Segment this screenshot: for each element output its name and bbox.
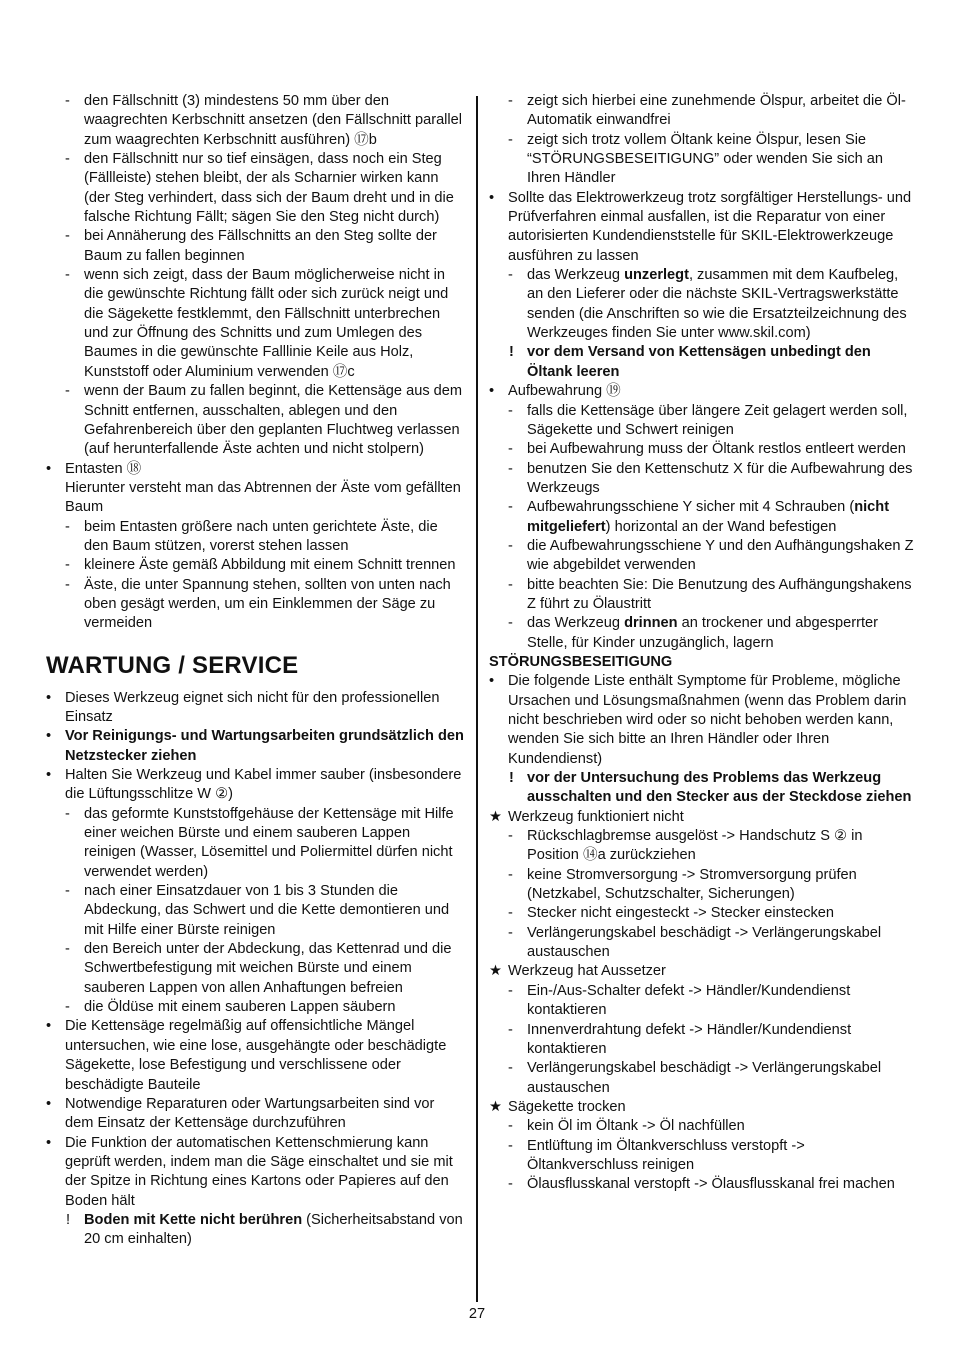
dash-marker: - xyxy=(508,982,513,999)
list-item xyxy=(46,1095,466,1134)
dash-marker: - xyxy=(508,460,513,477)
list-item xyxy=(489,537,914,576)
bullet-marker: • xyxy=(46,1018,52,1035)
list-item xyxy=(46,92,466,150)
item-text: Verlängerungskabel beschädigt -> Verlängerungskabel austauschen xyxy=(527,924,882,961)
item-text: Stecker nicht eingesteckt -> Stecker einstecken xyxy=(527,905,835,922)
item-text: benutzen Sie den Kettenschutz X für die Aufbewahrung des Werkzeugs xyxy=(527,460,913,496)
item-text: ) horizontal an der Wand befestigen xyxy=(605,518,837,535)
list-item xyxy=(46,998,466,1017)
section-subheading: STÖRUNGSBESEITIGUNG xyxy=(489,653,673,670)
warning-marker: ! xyxy=(66,1211,71,1228)
item-text: Hierunter versteht man das Abtrennen der Äste vom gefällten Baum xyxy=(65,479,461,516)
bullet-marker: • xyxy=(46,767,52,783)
item-text: Rückschlagbremse ausgelöst -> Handschutz S ② in Position ⑭a zurückziehen xyxy=(527,828,863,864)
item-text: unzerlegt xyxy=(624,267,689,284)
list-item xyxy=(489,1098,914,1117)
dash-marker: - xyxy=(508,1021,513,1038)
list-item xyxy=(489,382,914,401)
item-text: Vor Reinigungs- und Wartungsarbeiten grundsätzlich den Netzstecker ziehen xyxy=(65,728,464,764)
item-text: Die Kettensäge regelmäßig auf offensichtliche Mängel untersuchen, wie eine lose, ausgehängte oder beschädigte Sägekette, lose Befestigung und verschlissene oder beschädigte Bauteile xyxy=(65,1018,447,1093)
bullet-marker: • xyxy=(46,728,52,745)
item-text: Innenverdrahtung defekt -> Händler/Kundendienst kontaktieren xyxy=(527,1021,852,1057)
item-text: bei Aufbewahrung muss der Öltank restlos entleert werden xyxy=(527,441,906,458)
star-marker: ★ xyxy=(489,1098,503,1115)
item-text: Äste, die unter Spannung stehen, sollten von unten nach oben gesägt werden, um ein Einklemmen der Säge zu vermeiden xyxy=(84,576,451,632)
item-text: an trockener und abgesperrter Stelle, für Kinder unzugänglich, lagern xyxy=(527,615,878,651)
list-item xyxy=(46,805,466,882)
item-text: Verlängerungskabel beschädigt -> Verlängerungskabel austauschen xyxy=(527,1060,882,1096)
list-item xyxy=(489,982,914,1021)
bullet-marker: • xyxy=(46,689,52,706)
dash-marker: - xyxy=(65,151,70,168)
list-item xyxy=(489,92,914,131)
dash-marker: - xyxy=(65,999,70,1016)
list-item xyxy=(46,382,466,459)
item-text: Aufbewahrung ⑲ xyxy=(508,383,621,400)
item-text: bitte beachten Sie: Die Benutzung des Aufhängungshakens Z führt zu Ölaustritt xyxy=(527,576,912,612)
dash-marker: - xyxy=(508,93,513,109)
dash-marker: - xyxy=(65,267,70,284)
page-number: 27 xyxy=(468,1306,486,1322)
list-item xyxy=(46,576,466,634)
warning-marker: ! xyxy=(509,344,514,361)
warning-marker: ! xyxy=(509,770,514,787)
item-text: Ölausflusskanal verstopft -> Ölausflusskanal frei machen xyxy=(527,1176,895,1193)
list-item xyxy=(46,940,466,998)
list-item xyxy=(489,131,914,189)
list-item xyxy=(489,924,914,963)
list-item xyxy=(489,1117,914,1136)
item-text: Notwendige Reparaturen oder Wartungsarbeiten sind vor dem Einsatz der Kettensäge durchzuführen xyxy=(65,1095,435,1132)
dash-marker: - xyxy=(508,1176,513,1193)
left-column xyxy=(46,92,466,1250)
item-text: drinnen xyxy=(624,615,678,632)
item-text: wenn der Baum zu fallen beginnt, die Kettensäge aus dem Schnitt entfernen, ausschalten, ablegen und den Gefahrenbereich über den geplanten Fluchtweg verlassen (auf herunterfallende Äste achten und nicht stolpern) xyxy=(84,383,463,458)
list-item xyxy=(489,962,914,981)
item-text: kein Öl im Öltank -> Öl nachfüllen xyxy=(527,1118,745,1135)
dash-marker: - xyxy=(65,518,70,535)
dash-marker: - xyxy=(508,828,513,845)
list-item xyxy=(46,227,466,266)
dash-marker: - xyxy=(65,805,70,822)
list-item xyxy=(46,150,466,227)
item-text: , zusammen mit dem Kaufbeleg, an den Lieferer oder die nächste SKIL-Vertragswerkstätte senden (die Anschriften so wie die Ersatzteilzeichnung des Werkzeuges finden Sie unter www.skil.com) xyxy=(527,267,907,342)
item-text: Sägekette trocken xyxy=(508,1098,626,1115)
list-item xyxy=(46,460,466,479)
item-text: Die Funktion der automatischen Kettenschmierung kann geprüft werden, indem man die Säge einschaltet und sie mit der Spitze in Richtung eines Kartons oder Papieres auf den Boden hält xyxy=(65,1134,453,1209)
item-text: die Öldüse mit einem sauberen Lappen säubern xyxy=(84,999,396,1016)
item-text: zeigt sich trotz vollem Öltank keine Ölspur, lesen Sie “STÖRUNGSBESEITIGUNG” oder wenden Sie sich an Ihren Händler xyxy=(527,131,884,187)
list-item xyxy=(489,1175,914,1194)
list-item xyxy=(489,614,914,653)
list-item xyxy=(46,882,466,940)
bullet-marker: • xyxy=(46,460,52,477)
dash-marker: - xyxy=(508,576,513,593)
list-item xyxy=(46,266,466,382)
item-text: Dieses Werkzeug eignet sich nicht für den professionellen Einsatz xyxy=(65,689,440,725)
item-text: den Bereich unter der Abdeckung, das Kettenrad und die Schwertbefestigung mit weichen Bürste und einem sauberen Lappen von allen Anhaftungen befreien xyxy=(84,941,452,996)
list-item xyxy=(489,769,914,808)
column-divider xyxy=(476,96,478,1302)
list-item xyxy=(46,1211,466,1250)
list-item xyxy=(489,1137,914,1176)
item-text: den Fällschnitt nur so tief einsägen, dass noch ein Steg (Fällleiste) stehen bleibt, der als Scharnier wirken kann (der Steg verhindert, dass sich der Baum dreht und in die falsche Richtung Fällt; sägen Sie den Steg nicht durch) xyxy=(84,151,454,226)
dash-marker: - xyxy=(508,1137,513,1154)
dash-marker: - xyxy=(508,131,513,148)
item-text: das geformte Kunststoffgehäuse der Kettensäge mit Hilfe einer weichen Bürste und einem sauberen Lappen reinigen (Wasser, Lösemittel und Poliermittel dürfen nicht verwendet werden) xyxy=(84,805,454,880)
list-item xyxy=(489,266,914,343)
dash-marker: - xyxy=(65,576,70,593)
dash-marker: - xyxy=(508,267,513,284)
list-item xyxy=(489,402,914,441)
section-heading: WARTUNG / SERVICE xyxy=(46,651,299,679)
dash-marker: - xyxy=(508,905,513,922)
dash-marker: - xyxy=(508,1118,513,1135)
list-item xyxy=(46,556,466,575)
list-item xyxy=(489,827,914,866)
item-text: Sollte das Elektrowerkzeug trotz sorgfältiger Herstellungs- und Prüfverfahren einmal ausfallen, ist die Reparatur von einer autorisierten Kundendienststelle für SKIL-Elektrowerkzeuge ausführen zu lassen xyxy=(508,189,912,264)
list-item xyxy=(489,808,914,827)
right-column xyxy=(489,92,914,1195)
dash-marker: - xyxy=(65,93,70,109)
item-text: Entlüftung im Öltankverschluss verstopft -> Öltankverschluss reinigen xyxy=(527,1137,805,1173)
list-item xyxy=(489,440,914,459)
star-marker: ★ xyxy=(489,808,503,825)
bullet-marker: • xyxy=(489,383,495,400)
list-item xyxy=(489,576,914,615)
item-text: (Sicherheitsabstand von 20 cm einhalten) xyxy=(84,1211,463,1248)
list-item xyxy=(489,1059,914,1098)
star-marker: ★ xyxy=(489,963,503,980)
list-item xyxy=(46,479,466,518)
list-item xyxy=(489,498,914,537)
item-text: die Aufbewahrungsschiene Y und den Aufhängungshaken Z wie abgebildet verwenden xyxy=(527,537,914,574)
item-text: nach einer Einsatzdauer von 1 bis 3 Stunden die Abdeckung, das Schwert und die Kette demontieren und mit Hilfe einer Bürste reinigen xyxy=(84,883,450,938)
item-text: nicht mitgeliefert xyxy=(527,499,890,535)
item-text: keine Stromversorgung -> Stromversorgung prüfen (Netzkabel, Schutzschalter, Sicherungen) xyxy=(527,866,857,903)
list-item xyxy=(46,518,466,557)
bullet-marker: • xyxy=(46,1095,52,1112)
dash-marker: - xyxy=(508,615,513,632)
item-text: Halten Sie Werkzeug und Kabel immer sauber (insbesondere die Lüftungsschlitze W ②) xyxy=(65,767,462,803)
list-item xyxy=(489,904,914,923)
item-text: Werkzeug funktioniert nicht xyxy=(508,808,684,825)
item-text: den Fällschnitt (3) mindestens 50 mm über den waagrechten Kerbschnitt ansetzen (den Fällschnitt parallel zum waagrechten Kerbschnitt ausführen) ⑰b xyxy=(84,93,463,148)
item-text: vor dem Versand von Kettensägen unbedingt den Öltank leeren xyxy=(527,344,871,380)
item-text: beim Entasten größere nach unten gerichtete Äste, die den Baum stützen, vorerst stehen lassen xyxy=(84,518,438,554)
item-text: Entasten ⑱ xyxy=(65,460,142,477)
item-text: Die folgende Liste enthält Symptome für Probleme, mögliche Ursachen und Lösungsmaßnahmen (wenn das Problem darin nicht beschrieben wird oder so nicht behoben werden kann, wenden Sie sich bitte an Ihren Händler oder Ihren Kundendienst) xyxy=(508,673,907,767)
dash-marker: - xyxy=(508,499,513,516)
item-text: das Werkzeug xyxy=(527,267,625,284)
list-item xyxy=(489,189,914,266)
dash-marker: - xyxy=(65,383,70,400)
item-text: Ein-/Aus-Schalter defekt -> Händler/Kundendienst kontaktieren xyxy=(527,982,851,1019)
bullet-marker: • xyxy=(489,673,495,690)
item-text: bei Annäherung des Fällschnitts an den Steg sollte der Baum zu fallen beginnen xyxy=(84,228,437,264)
dash-marker: - xyxy=(508,441,513,458)
dash-marker: - xyxy=(508,537,513,554)
item-text: zeigt sich hierbei eine zunehmende Ölspur, arbeitet die Öl-Automatik einwandfrei xyxy=(527,93,906,129)
list-item xyxy=(46,727,466,766)
list-item xyxy=(489,1021,914,1060)
item-text: Boden mit Kette nicht berühren xyxy=(84,1211,303,1228)
item-text: Aufbewahrungsschiene Y sicher mit 4 Schrauben ( xyxy=(527,499,855,516)
dash-marker: - xyxy=(508,402,513,419)
list-item xyxy=(489,343,914,382)
list-item xyxy=(489,460,914,499)
list-item xyxy=(46,766,466,805)
dash-marker: - xyxy=(508,866,513,883)
list-item xyxy=(46,1134,466,1211)
dash-marker: - xyxy=(508,924,513,941)
list-item xyxy=(46,689,466,728)
item-text: wenn sich zeigt, dass der Baum möglicherweise nicht in die gewünschte Richtung fällt oder sich zurück neigt und die Sägekette festklemmt, den Fällschnitt unterbrechen und zur Öffnung des Schnitts und zum Umlegen des Baumes in die gewünschte Falllinie Keile aus Holz, Kunststoff oder Aluminium verwenden ⑰c xyxy=(84,267,449,380)
dash-marker: - xyxy=(508,1060,513,1077)
list-item xyxy=(489,866,914,905)
item-text: vor der Untersuchung des Problems das Werkzeug ausschalten und den Stecker aus der Steckdose ziehen xyxy=(527,770,912,806)
list-item xyxy=(46,1017,466,1094)
item-text: kleinere Äste gemäß Abbildung mit einem Schnitt trennen xyxy=(84,557,456,574)
item-text: Werkzeug hat Aussetzer xyxy=(508,963,666,980)
bullet-marker: • xyxy=(489,189,495,206)
item-text: falls die Kettensäge über längere Zeit gelagert werden soll, Sägekette und Schwert reinigen xyxy=(527,402,908,438)
list-item xyxy=(489,672,914,769)
bullet-marker: • xyxy=(46,1134,52,1151)
dash-marker: - xyxy=(65,941,70,958)
item-text: das Werkzeug xyxy=(527,615,625,632)
dash-marker: - xyxy=(65,228,70,245)
dash-marker: - xyxy=(65,883,70,900)
dash-marker: - xyxy=(65,557,70,574)
